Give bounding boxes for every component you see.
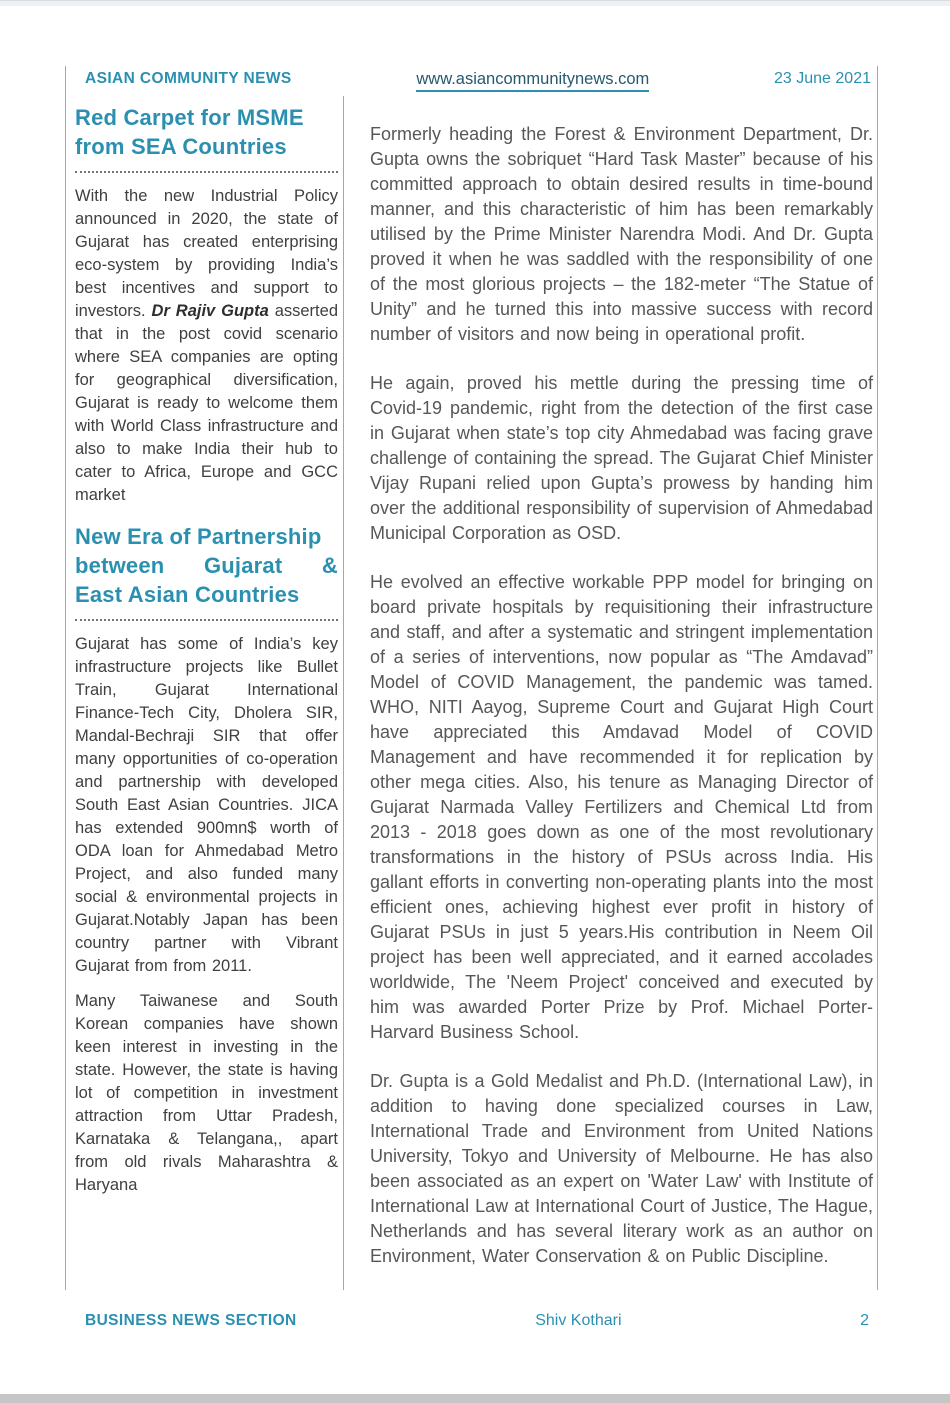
page-footer: [65, 1308, 877, 1334]
main-article-column: [370, 122, 873, 1293]
article-title-new-era: [75, 522, 338, 609]
article-new-era: [75, 522, 338, 1197]
title-line: between Gujarat &: [75, 553, 338, 578]
website-link-container: [292, 70, 774, 89]
author-name: Shiv Kothari: [535, 1312, 622, 1329]
article-red-carpet: [75, 103, 338, 507]
dotted-separator: [75, 619, 338, 621]
paragraph-text: asserted that in the post covid scenario where SEA companies are opting for geographical diversification, Gujarat is ready to welcome them with World Class infrastructure and also to make India their hub to cater to Africa, Europe and GCC market: [75, 302, 338, 504]
article-paragraph: Gujarat has some of India’s key infrastructure projects like Bullet Train, Gujarat International Finance-Tech City, Dholera SIR, Mandal-Bechraji SIR that offer many opportunities of co-operation and partnership with developed South East Asian Countries. JICA has extended 900mn$ worth of ODA loan for Ahmedabad Metro Project, and also funded many social & environmental projects in Gujarat.Notably Japan has been country partner with Vibrant Gujarat from from 2011.: [75, 635, 338, 975]
main-paragraph: Dr. Gupta is a Gold Medalist and Ph.D. (International Law), in addition to having done specialized courses in Law, International Trade and Environment from United Nations University, Tokyo and University of Melbourne. He has also been associated as an expert on 'Water Law' with Institute of International Law at International Court of Justice, The Hague, Netherlands and has several literary work as an author on Environment, Water Conservation & on Public Discipline.: [370, 1071, 873, 1266]
right-vertical-rule: [877, 66, 878, 1290]
article-title-red-carpet: [75, 103, 338, 161]
website-link[interactable]: www.asiancommunitynews.com: [416, 70, 649, 92]
issue-date: 23 June 2021: [774, 70, 871, 87]
title-line: from SEA Countries: [75, 134, 287, 159]
article-paragraph: Many Taiwanese and South Korean companies have shown keen interest in investing in the state. However, the state is having lot of competition in investment attraction from Uttar Pradesh, Karnataka & Telangana,, apart from old rivals Maharashtra & Haryana: [75, 992, 338, 1194]
left-vertical-rule: [65, 66, 66, 1290]
column-divider-rule: [343, 96, 344, 1290]
page-header: [65, 62, 877, 96]
title-line: New Era of Partnership: [75, 524, 322, 549]
title-line: East Asian Countries: [75, 582, 300, 607]
article-paragraph: [75, 185, 338, 507]
left-column: [75, 103, 338, 1197]
top-window-strip: [0, 0, 950, 6]
newsletter-brand: ASIAN COMMUNITY NEWS: [85, 70, 292, 87]
title-line: Red Carpet for MSME: [75, 105, 304, 130]
section-label: BUSINESS NEWS SECTION: [85, 1312, 297, 1329]
main-paragraph: Formerly heading the Forest & Environment Department, Dr. Gupta owns the sobriquet “Hard Task Master” because of his committed approach to obtain desired results in time-bound manner, and this characteristic of him has been remarkably utilised by the Prime Minister Narendra Modi. And Dr. Gupta proved it when he was saddled with the responsibility of one of the most glorious projects – the 182-meter “The Statue of Unity” and he turned this into massive success with record number of visitors and now being in operational profit.: [370, 124, 873, 344]
main-paragraph: He evolved an effective workable PPP model for bringing on board private hospitals by requisitioning their infrastructure and staff, and after a systematic and stringent implementation of a series of interventions, now popular as “The Amdavad” Model of COVID Management, the pandemic was tamed. WHO, NITI Aayog, Supreme Court and Gujarat High Court have appreciated this Amdavad Model of COVID Management and have recommended it for replication by other mega cities. Also, his tenure as Managing Director of Gujarat Narmada Valley Fertilizers and Chemical Ltd from 2013 - 2018 goes down as one of the most revolutionary transformations in the history of PSUs across India. His gallant efforts in converting non-operating plants into the most efficient ones, achieving highest ever profit in history of Gujarat PSUs in just 5 years.His contribution in Neem Oil project has been well appreciated, and it earned accolades worldwide, The 'Neem Project' conceived and executed by him was awarded Porter Prize by Prof. Michael Porter- Harvard Business School.: [370, 572, 873, 1042]
bottom-taskbar-strip: [0, 1394, 950, 1403]
main-paragraph: He again, proved his mettle during the pressing time of Covid-19 pandemic, right from the detection of the first case in Gujarat when state’s top city Ahmedabad was facing grave challenge of containing the spread. The Gujarat Chief Minister Vijay Rupani relied upon Gupta’s prowess by handing him over the additional responsibility of supervision of Ahmedabad Municipal Corporation as OSD.: [370, 373, 873, 543]
page-number: 2: [860, 1312, 869, 1329]
dotted-separator: [75, 171, 338, 173]
paragraph-text: With the new Industrial Policy announced in 2020, the state of Gujarat has created enterprising eco-system by providing India’s best incentives and support to investors.: [75, 187, 338, 320]
person-name-bold: Dr Rajiv Gupta: [151, 302, 269, 320]
author-container: [297, 1312, 860, 1330]
